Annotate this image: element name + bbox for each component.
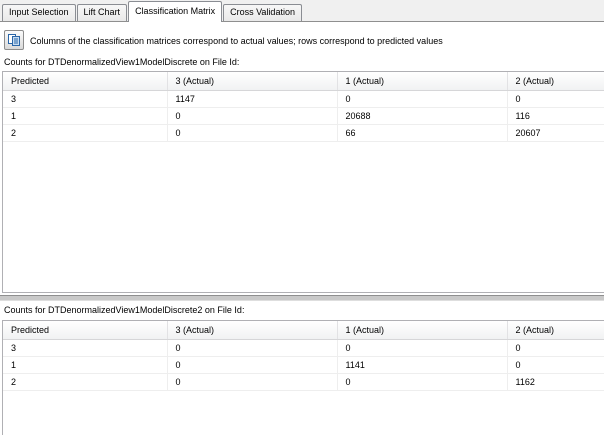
header-row (3, 72, 604, 91)
table-row (3, 91, 604, 108)
table-row (3, 340, 604, 357)
cell: 0 (507, 357, 604, 374)
cell: 0 (337, 340, 507, 357)
tab-classification-matrix[interactable]: Classification Matrix (128, 1, 222, 22)
column-header-1-actual: 1 (Actual) (337, 72, 507, 91)
table-row (3, 108, 604, 125)
cell: 0 (337, 91, 507, 108)
matrix1-caption: Counts for DTDenormalizedView1ModelDiscrete on File Id: (4, 57, 240, 67)
cell: 2 (3, 374, 167, 391)
tab-cross-validation[interactable]: Cross Validation (223, 4, 302, 21)
cell: 20688 (337, 108, 507, 125)
table-row (3, 125, 604, 142)
cell: 0 (507, 340, 604, 357)
cell: 1141 (337, 357, 507, 374)
copy-icon (7, 33, 21, 47)
cell: 0 (167, 125, 337, 142)
cell: 1147 (167, 91, 337, 108)
info-message: Columns of the classification matrices correspond to actual values; rows correspond to predicted values (30, 36, 443, 46)
tab-lift-chart[interactable]: Lift Chart (77, 4, 128, 21)
cell: 3 (3, 91, 167, 108)
column-header-3-actual: 3 (Actual) (167, 72, 337, 91)
matrix2-table (3, 321, 604, 391)
cell: 1162 (507, 374, 604, 391)
table-row (3, 357, 604, 374)
cell: 2 (3, 125, 167, 142)
cell: 3 (3, 340, 167, 357)
cell: 0 (167, 357, 337, 374)
column-header-1-actual: 1 (Actual) (337, 321, 507, 340)
cell: 0 (167, 340, 337, 357)
tabstrip-divider (0, 21, 604, 22)
cell: 1 (3, 357, 167, 374)
cell: 66 (337, 125, 507, 142)
column-header-2-actual: 2 (Actual) (507, 321, 604, 340)
header-row (3, 321, 604, 340)
cell: 116 (507, 108, 604, 125)
column-header-2-actual: 2 (Actual) (507, 72, 604, 91)
matrix1-table (3, 72, 604, 142)
cell: 1 (3, 108, 167, 125)
tab-input-selection[interactable]: Input Selection (2, 4, 76, 21)
column-header-predicted: Predicted (3, 72, 167, 91)
matrix1-grid (2, 71, 604, 293)
pane-divider (0, 295, 604, 301)
cell: 0 (167, 108, 337, 125)
cell: 20607 (507, 125, 604, 142)
tab-bar (0, 0, 604, 21)
matrix2-caption: Counts for DTDenormalizedView1ModelDiscrete2 on File Id: (4, 305, 245, 315)
matrix2-grid (2, 320, 604, 435)
cell: 0 (337, 374, 507, 391)
column-header-predicted: Predicted (3, 321, 167, 340)
cell: 0 (167, 374, 337, 391)
table-row (3, 374, 604, 391)
column-header-3-actual: 3 (Actual) (167, 321, 337, 340)
cell: 0 (507, 91, 604, 108)
copy-button[interactable] (4, 30, 24, 50)
